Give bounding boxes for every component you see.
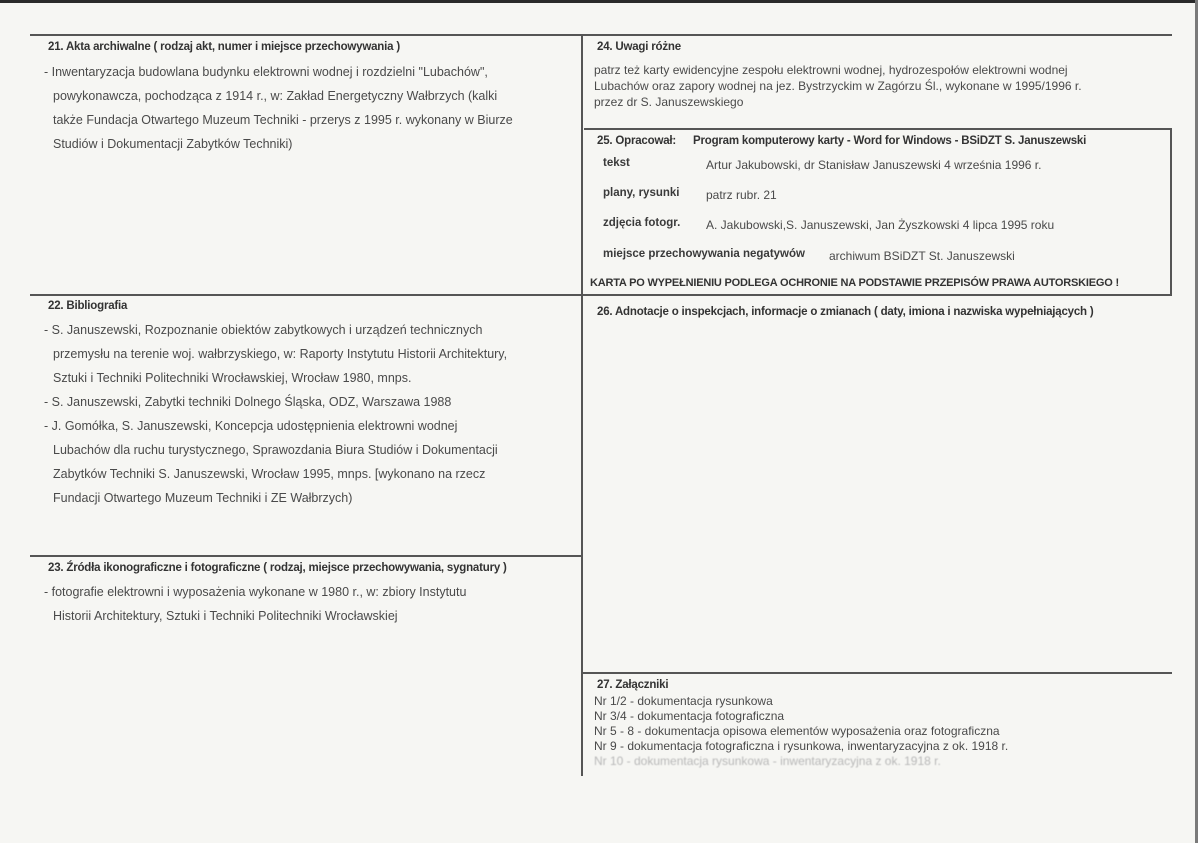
copyright-notice: KARTA PO WYPEŁNIENIU PODLEGA OCHRONIE NA PODSTAWIE PRZEPISÓW PRAWA AUTORSKIEGO !	[590, 277, 1119, 289]
section-25-program: Program komputerowy karty - Word for Windows - BSiDZT S. Januszewski	[693, 135, 1087, 147]
section-24-line: Lubachów oraz zapory wodnej na jez. Bystrzyckim w Zagórzu Śl., wykonane w 1995/1996 r.	[594, 79, 1082, 93]
section-21-line: także Fundacja Otwartego Muzeum Techniki - przerys z 1995 r. wykonany w Biurze	[53, 113, 513, 127]
section-22-line: Zabytków Techniki S. Januszewski, Wrocław 1995, mnps. [wykonano na rzecz	[53, 467, 486, 481]
section-24-line: przez dr S. Januszewskiego	[594, 95, 744, 109]
section-22-line: - S. Januszewski, Rozpoznanie obiektów zabytkowych i urządzeń technicznych	[44, 323, 483, 337]
section-24-body	[594, 62, 1082, 110]
negatywy-label: miejsce przechowywania negatywów	[603, 248, 805, 260]
divider-25-right	[1170, 128, 1172, 296]
zdjecia-label: zdjęcia fotogr.	[603, 217, 681, 229]
section-22-line: przemysłu na terenie woj. wałbrzyskiego, w: Raporty Instytutu Historii Architektury,	[53, 347, 508, 361]
divider-vertical-center	[581, 34, 583, 776]
section-23-line: - fotografie elektrowni i wyposażenia wykonane w 1980 r., w: zbiory Instytutu	[44, 585, 467, 599]
section-23-line: Historii Architektury, Sztuki i Techniki Politechniki Wrocławskiej	[53, 609, 398, 623]
section-24-line: patrz też karty ewidencyjne zespołu elektrowni wodnej, hydrozespołów elektrowni wodnej	[594, 63, 1068, 77]
section-25-heading: 25. Opracował:	[597, 135, 677, 147]
tekst-value: Artur Jakubowski, dr Stanisław Januszewski 4 września 1996 r.	[706, 158, 1042, 172]
section-22-line: - S. Januszewski, Zabytki techniki Dolnego Śląska, ODZ, Warszawa 1988	[44, 395, 452, 409]
divider-top-left	[30, 34, 582, 36]
attachment-item: Nr 5 - 8 - dokumentacja opisowa elementów wyposażenia oraz fotograficzna	[594, 724, 1000, 738]
section-23-heading: 23. Źródła ikonograficzne i fotograficzne ( rodzaj, miejsce przechowywania, sygnatury )	[48, 562, 507, 574]
section-21-heading: 21. Akta archiwalne ( rodzaj akt, numer i miejsce przechowywania )	[48, 41, 400, 53]
attachment-item: Nr 3/4 - dokumentacja fotograficzna	[594, 709, 785, 723]
attachment-item: Nr 1/2 - dokumentacja rysunkowa	[594, 694, 773, 708]
section-21-line: - Inwentaryzacja budowlana budynku elektrowni wodnej i rozdzielni "Lubachów",	[44, 65, 488, 79]
divider-24-25	[584, 128, 1172, 130]
divider-top-right	[582, 34, 1172, 36]
section-22-line: - J. Gomółka, S. Januszewski, Koncepcja udostępnienia elektrowni wodnej	[44, 419, 458, 433]
plany-value: patrz rubr. 21	[706, 188, 777, 202]
section-24-heading: 24. Uwagi różne	[597, 41, 681, 53]
negatywy-value: archiwum BSiDZT St. Januszewski	[829, 249, 1015, 263]
divider-26-27	[582, 672, 1172, 674]
section-22-line: Fundacji Otwartego Muzeum Techniki i ZE Wałbrzych)	[53, 491, 353, 505]
section-22-line: Sztuki i Techniki Politechniki Wrocławskiej, Wrocław 1980, mnps.	[53, 371, 412, 385]
divider-middle	[30, 294, 1172, 296]
section-21-line: powykonawcza, pochodząca z 1914 r., w: Zakład Energetyczny Wałbrzych (kalki	[53, 89, 498, 103]
section-22-body	[44, 318, 507, 510]
section-21-line: Studiów i Dokumentacji Zabytków Techniki)	[53, 137, 293, 151]
plany-label: plany, rysunki	[603, 187, 680, 199]
attachment-item: Nr 9 - dokumentacja fotograficzna i rysunkowa, inwentaryzacyjna z ok. 1918 r.	[594, 739, 1009, 753]
zdjecia-value: A. Jakubowski,S. Januszewski, Jan Żyszkowski 4 lipca 1995 roku	[706, 218, 1055, 232]
attachment-item-faded: Nr 10 - dokumentacja rysunkowa - inwentaryzacyjna z ok. 1918 r.	[594, 754, 941, 768]
section-27-heading: 27. Załączniki	[597, 679, 669, 691]
section-27-body	[594, 694, 1008, 769]
section-21-body	[44, 60, 513, 156]
section-22-heading: 22. Bibliografia	[48, 300, 128, 312]
section-23-body	[44, 580, 466, 628]
divider-22-23	[30, 555, 582, 557]
section-22-line: Lubachów dla ruchu turystycznego, Sprawozdania Biura Studiów i Dokumentacji	[53, 443, 498, 457]
section-26-heading: 26. Adnotacje o inspekcjach, informacje o zmianach ( daty, imiona i nazwiska wypełniających )	[597, 306, 1094, 318]
tekst-label: tekst	[603, 157, 630, 169]
page-top-edge	[0, 0, 1198, 3]
